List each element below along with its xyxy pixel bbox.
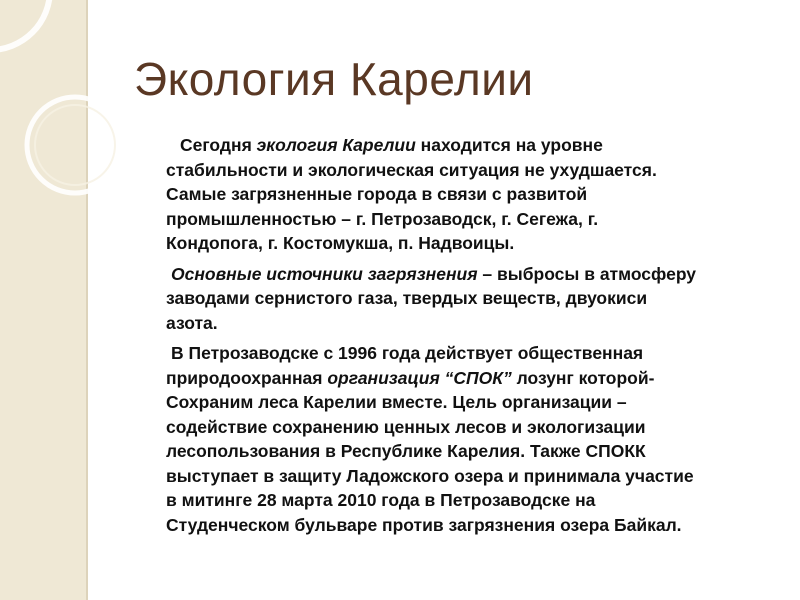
text-line: выступает в защиту Ладожского озера и принимала участие xyxy=(166,465,694,486)
paragraph-spok-organization xyxy=(166,341,786,537)
circle-ornament xyxy=(0,0,120,220)
text-fragment: – выбросы в атмосферу xyxy=(477,263,697,284)
text-line: Студенческом бульваре против загрязнения озера Байкал. xyxy=(166,514,682,535)
text-line: стабильности и экологическая ситуация не ухудшается. xyxy=(166,159,657,180)
text-line: Сохраним леса Карелии вместе. Цель организации – xyxy=(166,392,627,412)
text-line: В Петрозаводске с 1996 года действует общественная xyxy=(171,343,644,363)
text-line: заводами сернистого газа, твердых веществ, двуокиси xyxy=(166,288,648,308)
text-line: азота. xyxy=(166,312,218,333)
text-line: промышленностью – г. Петрозаводск, г. Сегежа, г. xyxy=(166,208,599,229)
text-fragment: лозунг которой- xyxy=(511,367,655,388)
text-line: Самые загрязненные города в связи с развитой xyxy=(166,184,588,204)
text-line: Кондопога, г. Костомукша, п. Надвоицы. xyxy=(166,233,515,253)
text-line: в митинге 28 марта 2010 года в Петрозаводске на xyxy=(166,490,596,510)
slide-body xyxy=(166,133,786,543)
text-line: содействие сохранению ценных лесов и экологизации xyxy=(166,416,646,437)
text-fragment: находится на уровне xyxy=(415,135,603,155)
paragraph-ecology-state xyxy=(166,133,786,256)
text-fragment: природоохранная xyxy=(166,367,328,388)
emphasis-text: экология Карелии xyxy=(256,135,416,155)
text-line: лесопользования в Республике Карелия. Также СПОКК xyxy=(166,441,646,461)
text-fragment: Сегодня xyxy=(180,135,257,155)
emphasis-text: организация “СПОК” xyxy=(327,367,512,388)
emphasis-text: Основные источники загрязнения xyxy=(171,263,478,284)
paragraph-pollution-sources xyxy=(166,262,786,336)
slide-title: Экология Карелии xyxy=(134,53,534,105)
